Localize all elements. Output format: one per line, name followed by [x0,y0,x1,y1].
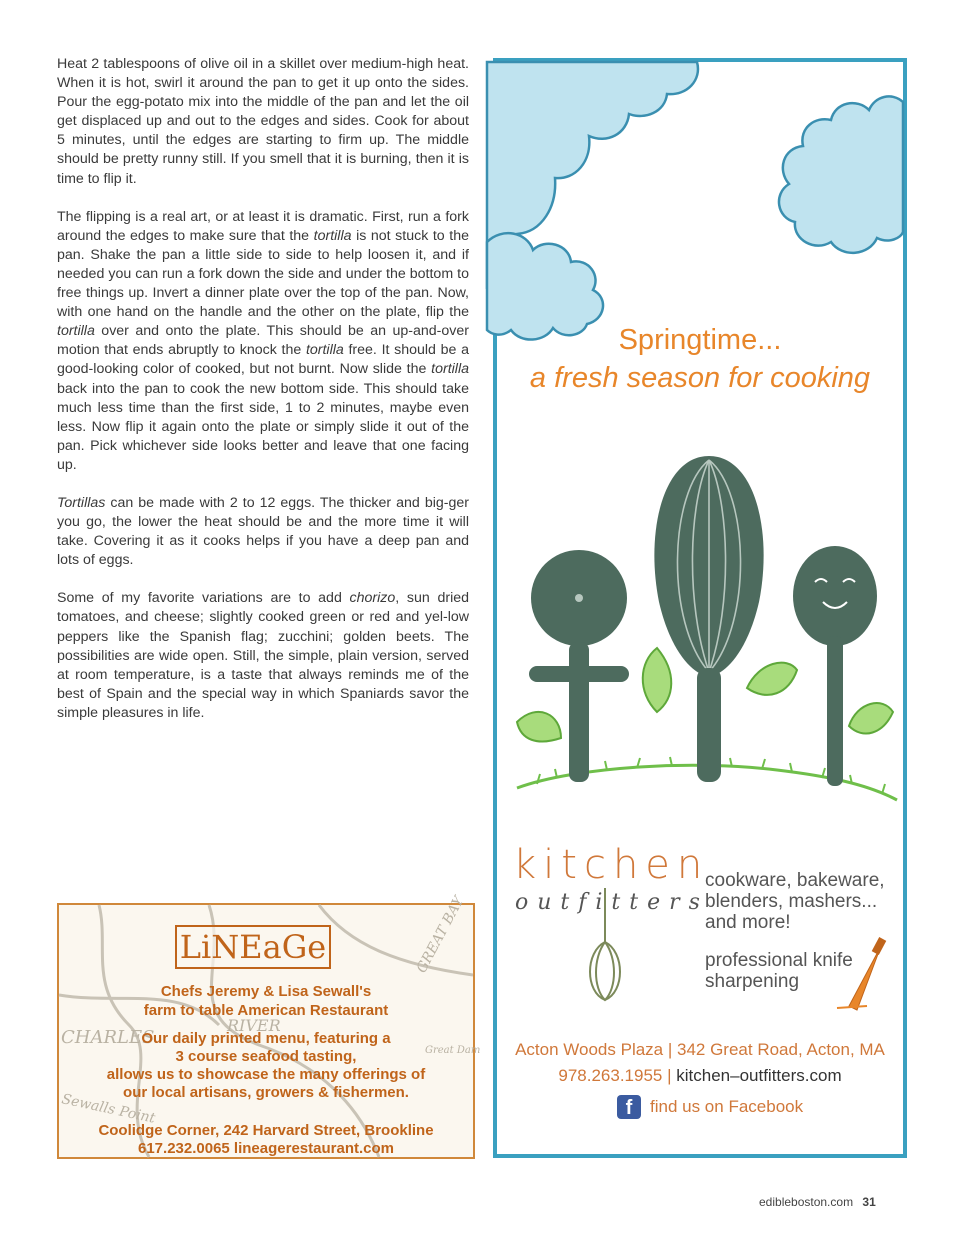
pastry-cutter-icon [529,550,629,782]
map-label: RIVER [227,1016,281,1035]
article-paragraph [57,55,469,189]
service-tagline: professional knife sharpening [705,950,853,992]
restaurant-type: farm to table American Restaurant [143,1002,389,1019]
emphasis-text: tortilla [57,323,95,340]
text-run: The flipping is a real art, or at least it is dramatic. First, run a fork around the edges to make sure that the [57,208,469,244]
map-label: Sewalls Point [60,1091,157,1127]
emphasis-text: tortilla [305,342,344,359]
ad-headline: Springtime... [618,324,782,356]
text-run: , sun dried tomatoes, and cheese; slightly cooked green or red and yel-low peppers like the Spanish flag; zucchini; golden beets. The possibilities are wide open. Still, the simple, plain version, served at room temperature, is a taste that always reminds me of the best of Spain and the special way in which Spaniards savor the simple pleasures in life. [57,590,470,721]
ad-subheadline: a fresh season for cooking [529,362,871,394]
page-footer [759,1195,876,1209]
contact-line [497,1066,903,1086]
lineage-logo: LiNEaGe [175,925,331,969]
map-label: Great Dam [425,1045,481,1056]
menu-description: our local artisans, growers & fishermen. [123,1084,409,1101]
text-run: over and onto the plate. This should be an up-and-over motion that ends abruptly to knock the [57,323,469,359]
site-name: edibleboston.com [759,1195,854,1209]
store-address: Acton Woods Plaza | 342 Great Road, Acton, MA [515,1040,885,1059]
phone-number: 978.263.1955 [558,1066,663,1085]
emphasis-text: Tortillas [57,494,106,511]
text-run: Heat 2 tablespoons of olive oil in a skillet over medium-high heat. When it is hot, swirl it around the pan to get it up onto the sides. Pour the egg-potato mix into the middle of the pan and let the oil get displaced up and out to the edges and sides. Cook for about 5 minutes, until the edges are starting to firm up. The middle should be pretty runny still. If you smell that it is burning, then it is time to flip it. [57,56,469,187]
separator: | [667,1066,677,1085]
emphasis-text: tortilla [313,227,352,244]
emphasis-text: tortilla [431,361,469,378]
text-run: back into the pan to cook the new bottom side. This should take much less time than the first side, 1 to 2 minutes, maybe even less. Now flip it again onto the plate or simply slide it out of the pan. Pick whichever side looks better and leave that one facing up. [57,380,469,473]
chefs-line: Chefs Jeremy & Lisa Sewall's [160,983,372,1000]
article-body [57,55,469,742]
menu-description: allows us to showcase the many offerings of [106,1066,426,1083]
article-paragraph [57,208,469,475]
website-link[interactable]: kitchen–outfitters.com [676,1066,842,1085]
spoon-icon [793,546,877,786]
facebook-icon: f [617,1095,641,1119]
emphasis-text: chorizo [349,590,396,607]
facebook-link[interactable] [617,1094,803,1120]
map-label: CHARLES [61,1027,155,1048]
menu-description: 3 course seafood tasting, [175,1048,357,1065]
brand-name: kitchen [513,842,710,888]
lineage-ad [57,893,481,1159]
text-run: can be made with 2 to 12 eggs. The thicker and big-ger you go, the lower the heat should be and the more time it will take. Covering it as it cooks helps if you have a deep pan and lots of eggs. [57,494,469,569]
menu-description: Our daily printed menu, featuring a [141,1030,391,1047]
text-run: Some of my favorite variations are to add [57,590,350,607]
cloud-icon [779,96,903,252]
brand-name-secondary: outfitters [515,890,709,915]
page-number: 31 [862,1195,876,1209]
product-tagline: cookware, bakeware, blenders, mashers... and more! [705,870,885,933]
text-run: is not stuck to the pan. Shake the pan a little side to side to help loosen it, and if needed you can run a fork down the side and under the bottom to free things up. Invert a dinner plate over the top of the pan. Now, with one hand on the handle and the other on the plate, flip the [57,227,469,321]
text-run: free. It should be a good-looking color of cooked, but not burnt. Now slide the [57,342,469,378]
facebook-label: find us on Facebook [650,1097,804,1116]
restaurant-address: Coolidge Corner, 242 Harvard Street, Brookline [98,1122,434,1139]
article-paragraph [57,589,469,723]
whisk-icon [654,456,763,782]
kitchen-outfitters-ad [493,58,907,1158]
map-label: GREAT BAY [413,893,468,976]
restaurant-contact[interactable]: 617.232.0065 lineagerestaurant.com [138,1140,394,1157]
article-paragraph [57,494,469,570]
